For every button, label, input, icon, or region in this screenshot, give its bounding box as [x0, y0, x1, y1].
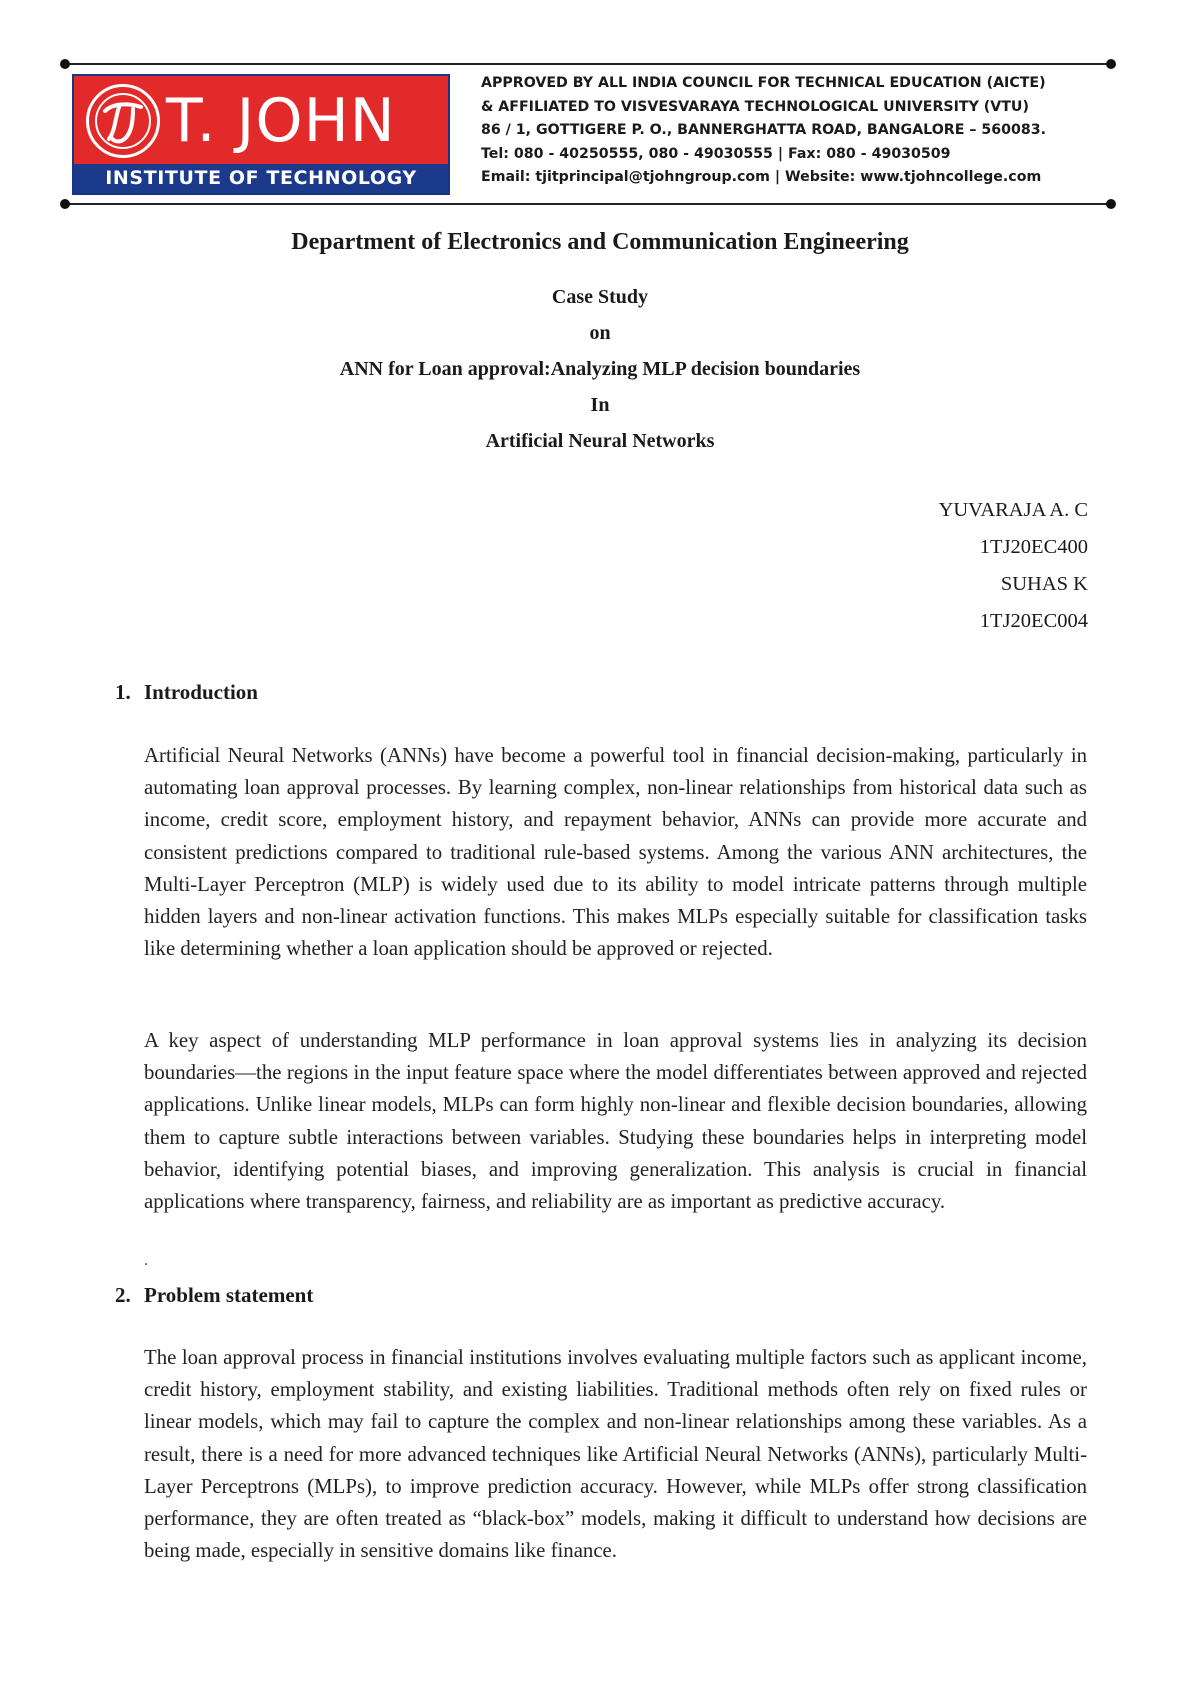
title-connector-on: on [589, 322, 611, 344]
rule-dot-icon [60, 59, 70, 69]
tj-monogram-icon [86, 84, 160, 158]
info-line-affiliation: & AFFILIATED TO VISVESVARAYA TECHNOLOGICAL UNIVERSITY (VTU) [481, 98, 1029, 115]
section-title: Problem statement [144, 1283, 314, 1307]
stray-period: . [144, 1252, 148, 1269]
info-line-email-website: Email: tjitprincipal@tjohngroup.com | Website: www.tjohncollege.com [481, 169, 1042, 186]
paragraph: The loan approval process in financial institutions involves evaluating multiple factors such as applicant income, credit history, employment stability, and existing liabilities. Traditional methods often rely on fixed rules or linear models, which may fail to capture the complex and non-linear relationships among these variables. As a result, there is a need for more advanced techniques like Artificial Neural Networks (ANNs), particularly Multi-Layer Perceptrons (MLPs), to improve prediction accuracy. However, while MLPs offer strong classification performance, they are often treated as “black-box” models, making it difficult to understand how decisions are being made, especially in sensitive domains like finance. [144, 1346, 1087, 1563]
department-heading: Department of Electronics and Communication Engineering [291, 229, 909, 255]
letterhead [62, 58, 1114, 208]
section-number: 2. [115, 1283, 131, 1307]
section-heading-problem-statement [115, 1283, 313, 1307]
author-usn: 1TJ20EC400 [979, 536, 1088, 558]
rule-dot-icon [1106, 199, 1116, 209]
paragraph: Artificial Neural Networks (ANNs) have become a powerful tool in financial decision-making, particularly in automating loan approval processes. By learning complex, non-linear relationships from historical data such as income, credit score, employment history, and repayment behavior, ANNs can provide more accurate and consistent predictions compared to traditional rule-based systems. Among the various ANN architectures, the Multi-Layer Perceptron (MLP) is widely used due to its ability to model intricate patterns through multiple hidden layers and non-linear activation functions. This makes MLPs especially suitable for classification tasks like determining whether a loan application should be approved or rejected. [144, 744, 1087, 961]
section-title: Introduction [144, 680, 258, 704]
institute-logo [72, 74, 450, 195]
rule-dot-icon [1106, 59, 1116, 69]
info-line-approval: APPROVED BY ALL INDIA COUNCIL FOR TECHNICAL EDUCATION (AICTE) [481, 75, 1046, 91]
rule-dot-icon [60, 199, 70, 209]
course-name: Artificial Neural Networks [485, 430, 715, 452]
info-line-address: 86 / 1, GOTTIGERE P. O., BANNERGHATTA ROAD, BANGALORE – 560083. [481, 122, 1046, 139]
case-study-title: ANN for Loan approval:Analyzing MLP decision boundaries [339, 358, 861, 380]
logo-institute-name: T. JOHN [166, 86, 396, 156]
author-name: YUVARAJA A. C [938, 499, 1088, 521]
paragraph: A key aspect of understanding MLP performance in loan approval systems lies in analyzing its decision boundaries—the regions in the input feature space where the model differentiates between approved and rejected applications. Unlike linear models, MLPs can form highly non-linear and flexible decision boundaries, allowing them to capture subtle interactions between variables. Studying these boundaries helps in interpreting model behavior, identifying potential biases, and improving generalization. This analysis is crucial in financial applications where transparency, fairness, and reliability are as important as predictive accuracy. [144, 1029, 1087, 1214]
letterhead-contact-info [481, 72, 1121, 190]
logo-institute-subtitle: INSTITUTE OF TECHNOLOGY [74, 164, 448, 193]
info-line-phone: Tel: 080 - 40250555, 080 - 49030555 | Fax: 080 - 49030509 [481, 145, 951, 162]
section-heading-introduction [115, 680, 258, 704]
case-study-label: Case Study [551, 286, 649, 308]
letterhead-top-rule [66, 63, 1110, 65]
author-usn: 1TJ20EC004 [979, 610, 1088, 632]
title-connector-in: In [590, 394, 610, 416]
letterhead-bottom-rule [66, 203, 1110, 205]
section-number: 1. [115, 680, 131, 704]
author-name: SUHAS K [1000, 573, 1088, 595]
